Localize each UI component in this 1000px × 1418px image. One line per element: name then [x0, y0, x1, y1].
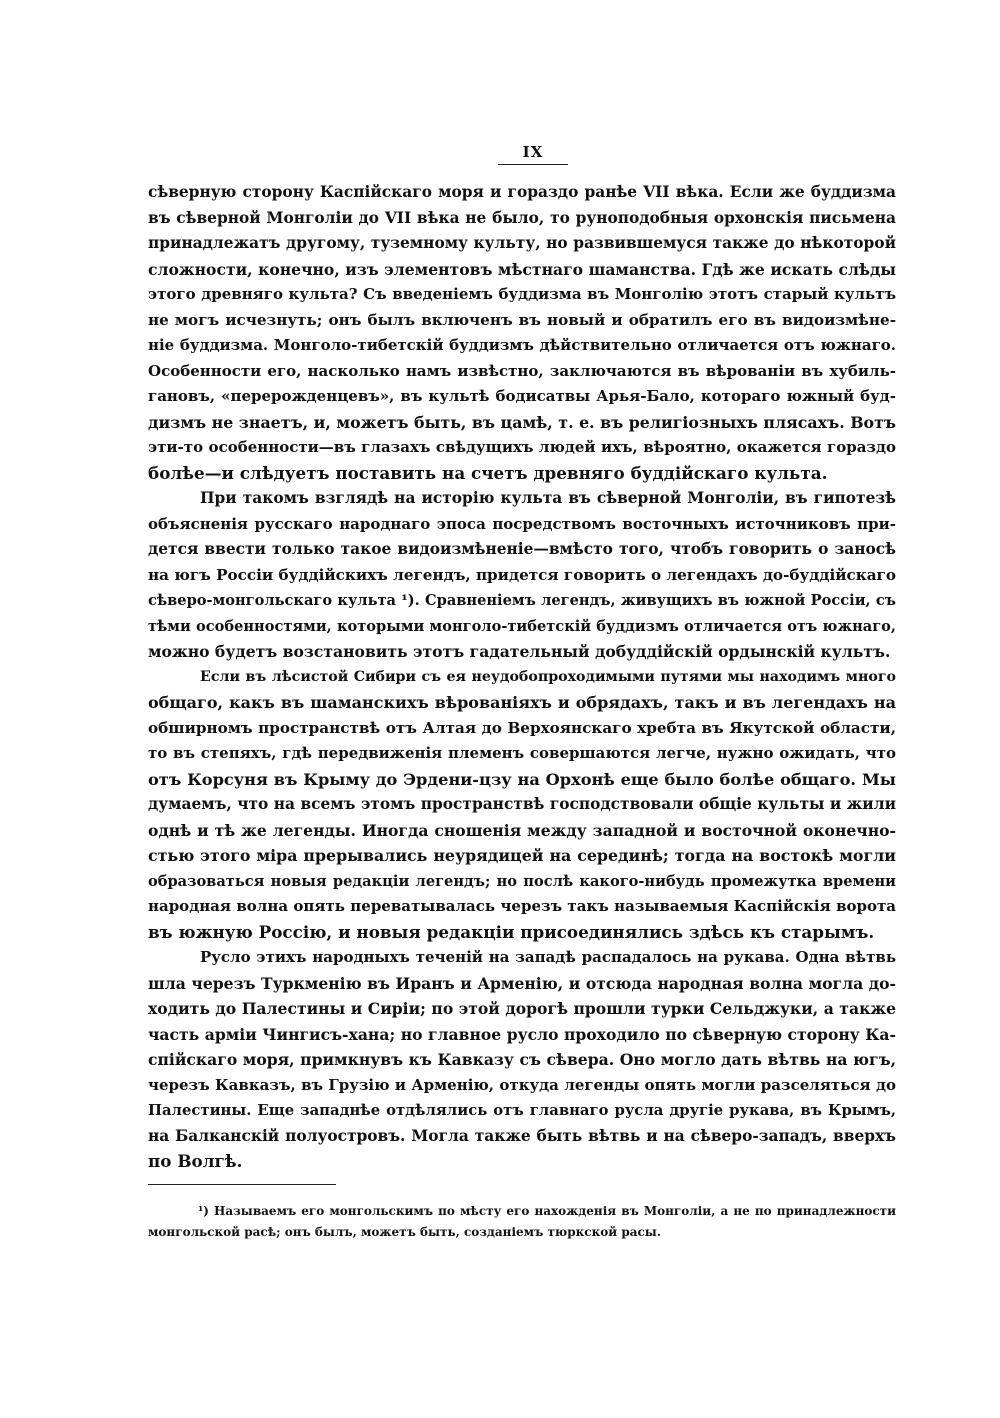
text-line: на Балканскій полуостровъ. Могла также быть вѣтвь и на сѣверо-западъ, вверхъ	[148, 1126, 896, 1145]
text-line: гановъ, «перерожденцевъ», въ культѣ бодисатвы Арья-Бало, котораго южный буд-	[148, 387, 896, 405]
text-line: то въ степяхъ, гдѣ передвиженія племенъ совершаются легче, нужно ожидать, что	[148, 744, 896, 762]
text-line: образоваться новыя редакціи легендъ; но послѣ какого-нибудь промежутка времени	[148, 872, 896, 890]
text-line: на югъ Россіи буддійскихъ легендъ, придется говорить о легендахъ до-буддійскаго	[148, 565, 896, 584]
text-line: не могъ исчезнуть; онъ былъ включенъ въ новый и обратилъ его въ видоизмѣне-	[148, 310, 896, 329]
text-line: ходить до Палестины и Сиріи; по этой дорогѣ прошли турки Сельджуки, а также	[148, 999, 896, 1018]
page-number: IX	[522, 143, 544, 161]
text-line: отъ Корсуня въ Крыму до Эрдени-цзу на Орхонѣ еще было болѣе общаго. Мы	[148, 769, 896, 789]
text-line: болѣе—и слѣдуетъ поставить на счетъ древняго буддійскаго культа.	[148, 462, 828, 483]
text-line: Если въ лѣсистой Сибири съ ея неудобопроходимыми путями мы находимъ много	[200, 668, 896, 685]
text-line: спійскаго моря, примкнувъ къ Кавказу съ сѣвера. Оно могло дать вѣтвь на югъ,	[148, 1050, 896, 1069]
text-line: обширномъ пространствѣ отъ Алтая до Верхоянскаго хребта въ Якутской области,	[148, 718, 896, 737]
text-line: шла черезъ Туркменію въ Иранъ и Арменію, и отсюда народная волна могла до-	[148, 973, 896, 993]
text-line: въ южную Россію, и новыя редакціи присоединялись здѣсь къ старымъ.	[148, 921, 875, 942]
text-line: дется ввести только такое видоизмѣненіе—вмѣсто того, чтобъ говорить о заносѣ	[148, 540, 896, 558]
footnote-rule	[148, 1184, 336, 1185]
text-line: Особенности его, насколько намъ извѣстно, заключаются въ вѣрованіи въ хубиль-	[148, 361, 896, 380]
text-line: однѣ и тѣ же легенды. Иногда сношенія между западной и восточной оконечно-	[148, 820, 896, 840]
text-line: Русло этихъ народныхъ теченій на западѣ распадалось на рукава. Одна вѣтвь	[200, 948, 896, 966]
text-line: Палестины. Еще западнѣе отдѣлялись отъ главнаго русла другіе рукава, въ Крымъ,	[148, 1102, 896, 1119]
text-line: объясненія русскаго народнаго эпоса посредствомъ восточныхъ источниковъ при-	[148, 514, 896, 533]
text-line: по Волгѣ.	[148, 1151, 243, 1171]
text-line: можно будетъ возстановить этотъ гадательный добуддійскій ордынскій культъ.	[148, 642, 891, 661]
text-line: эти-то особенности—въ глазахъ свѣдущихъ людей ихъ, вѣроятно, окажется гораздо	[148, 438, 896, 456]
footnote-line: ¹) Называемъ его монгольскимъ по мѣсту его нахожденія въ Монголіи, а не по принадлежности	[198, 1204, 896, 1218]
body-text	[148, 180, 896, 1175]
text-line: дизмъ не знаетъ, и, можетъ быть, въ цамѣ, т. е. въ религіозныхъ плясахъ. Вотъ	[148, 412, 896, 432]
text-line: При такомъ взглядѣ на исторію культа въ сѣверной Монголіи, въ гипотезѣ	[200, 489, 896, 507]
text-line: сѣверо-монгольскаго культа ¹). Сравненіемъ легендъ, живущихъ въ южной Россіи, съ	[148, 592, 896, 609]
text-line: стью этого міра прерывались неурядицей на серединѣ; тогда на востокѣ могли	[148, 846, 896, 865]
text-line: народная волна опять переватывалась черезъ такъ называемыя Каспійскія ворота	[148, 897, 896, 915]
text-line: часть арміи Чингисъ-хана; но главное русло проходило по сѣверную сторону Ка-	[148, 1024, 896, 1044]
footnote-line: монгольской расѣ; онъ былъ, можетъ быть, созданіемъ тюркской расы.	[148, 1225, 661, 1239]
text-line: думаемъ, что на всемъ этомъ пространствѣ господствовали общіе культы и жили	[148, 795, 896, 813]
text-line: тѣми особенностями, которыми монголо-тибетскій буддизмъ отличается отъ южнаго,	[148, 617, 896, 635]
text-line: въ сѣверной Монголіи до VII вѣка не было, то руноподобныя орхонскія письмена	[148, 208, 896, 227]
text-line: ніе буддизма. Монголо-тибетскій буддизмъ дѣйствительно отличается отъ южнаго.	[148, 336, 896, 354]
text-line: сложности, конечно, изъ элементовъ мѣстнаго шаманства. Гдѣ же искать слѣды	[148, 259, 896, 279]
text-line: черезъ Кавказъ, въ Грузію и Арменію, откуда легенды опять могли разселяться до	[148, 1075, 896, 1094]
header-rule	[498, 164, 568, 165]
text-line: сѣверную сторону Каспійскаго моря и гораздо ранѣе VII вѣка. Если же буддизма	[148, 183, 896, 201]
footnotes	[148, 1201, 896, 1243]
text-line: общаго, какъ въ шаманскихъ вѣрованіяхъ и обрядахъ, такъ и въ легендахъ на	[148, 693, 896, 712]
text-line: этого древняго культа? Съ введеніемъ буддизма въ Монголію этотъ старый культъ	[148, 285, 896, 303]
text-line: принадлежатъ другому, туземному культу, но развившемуся также до нѣкоторой	[148, 234, 896, 252]
